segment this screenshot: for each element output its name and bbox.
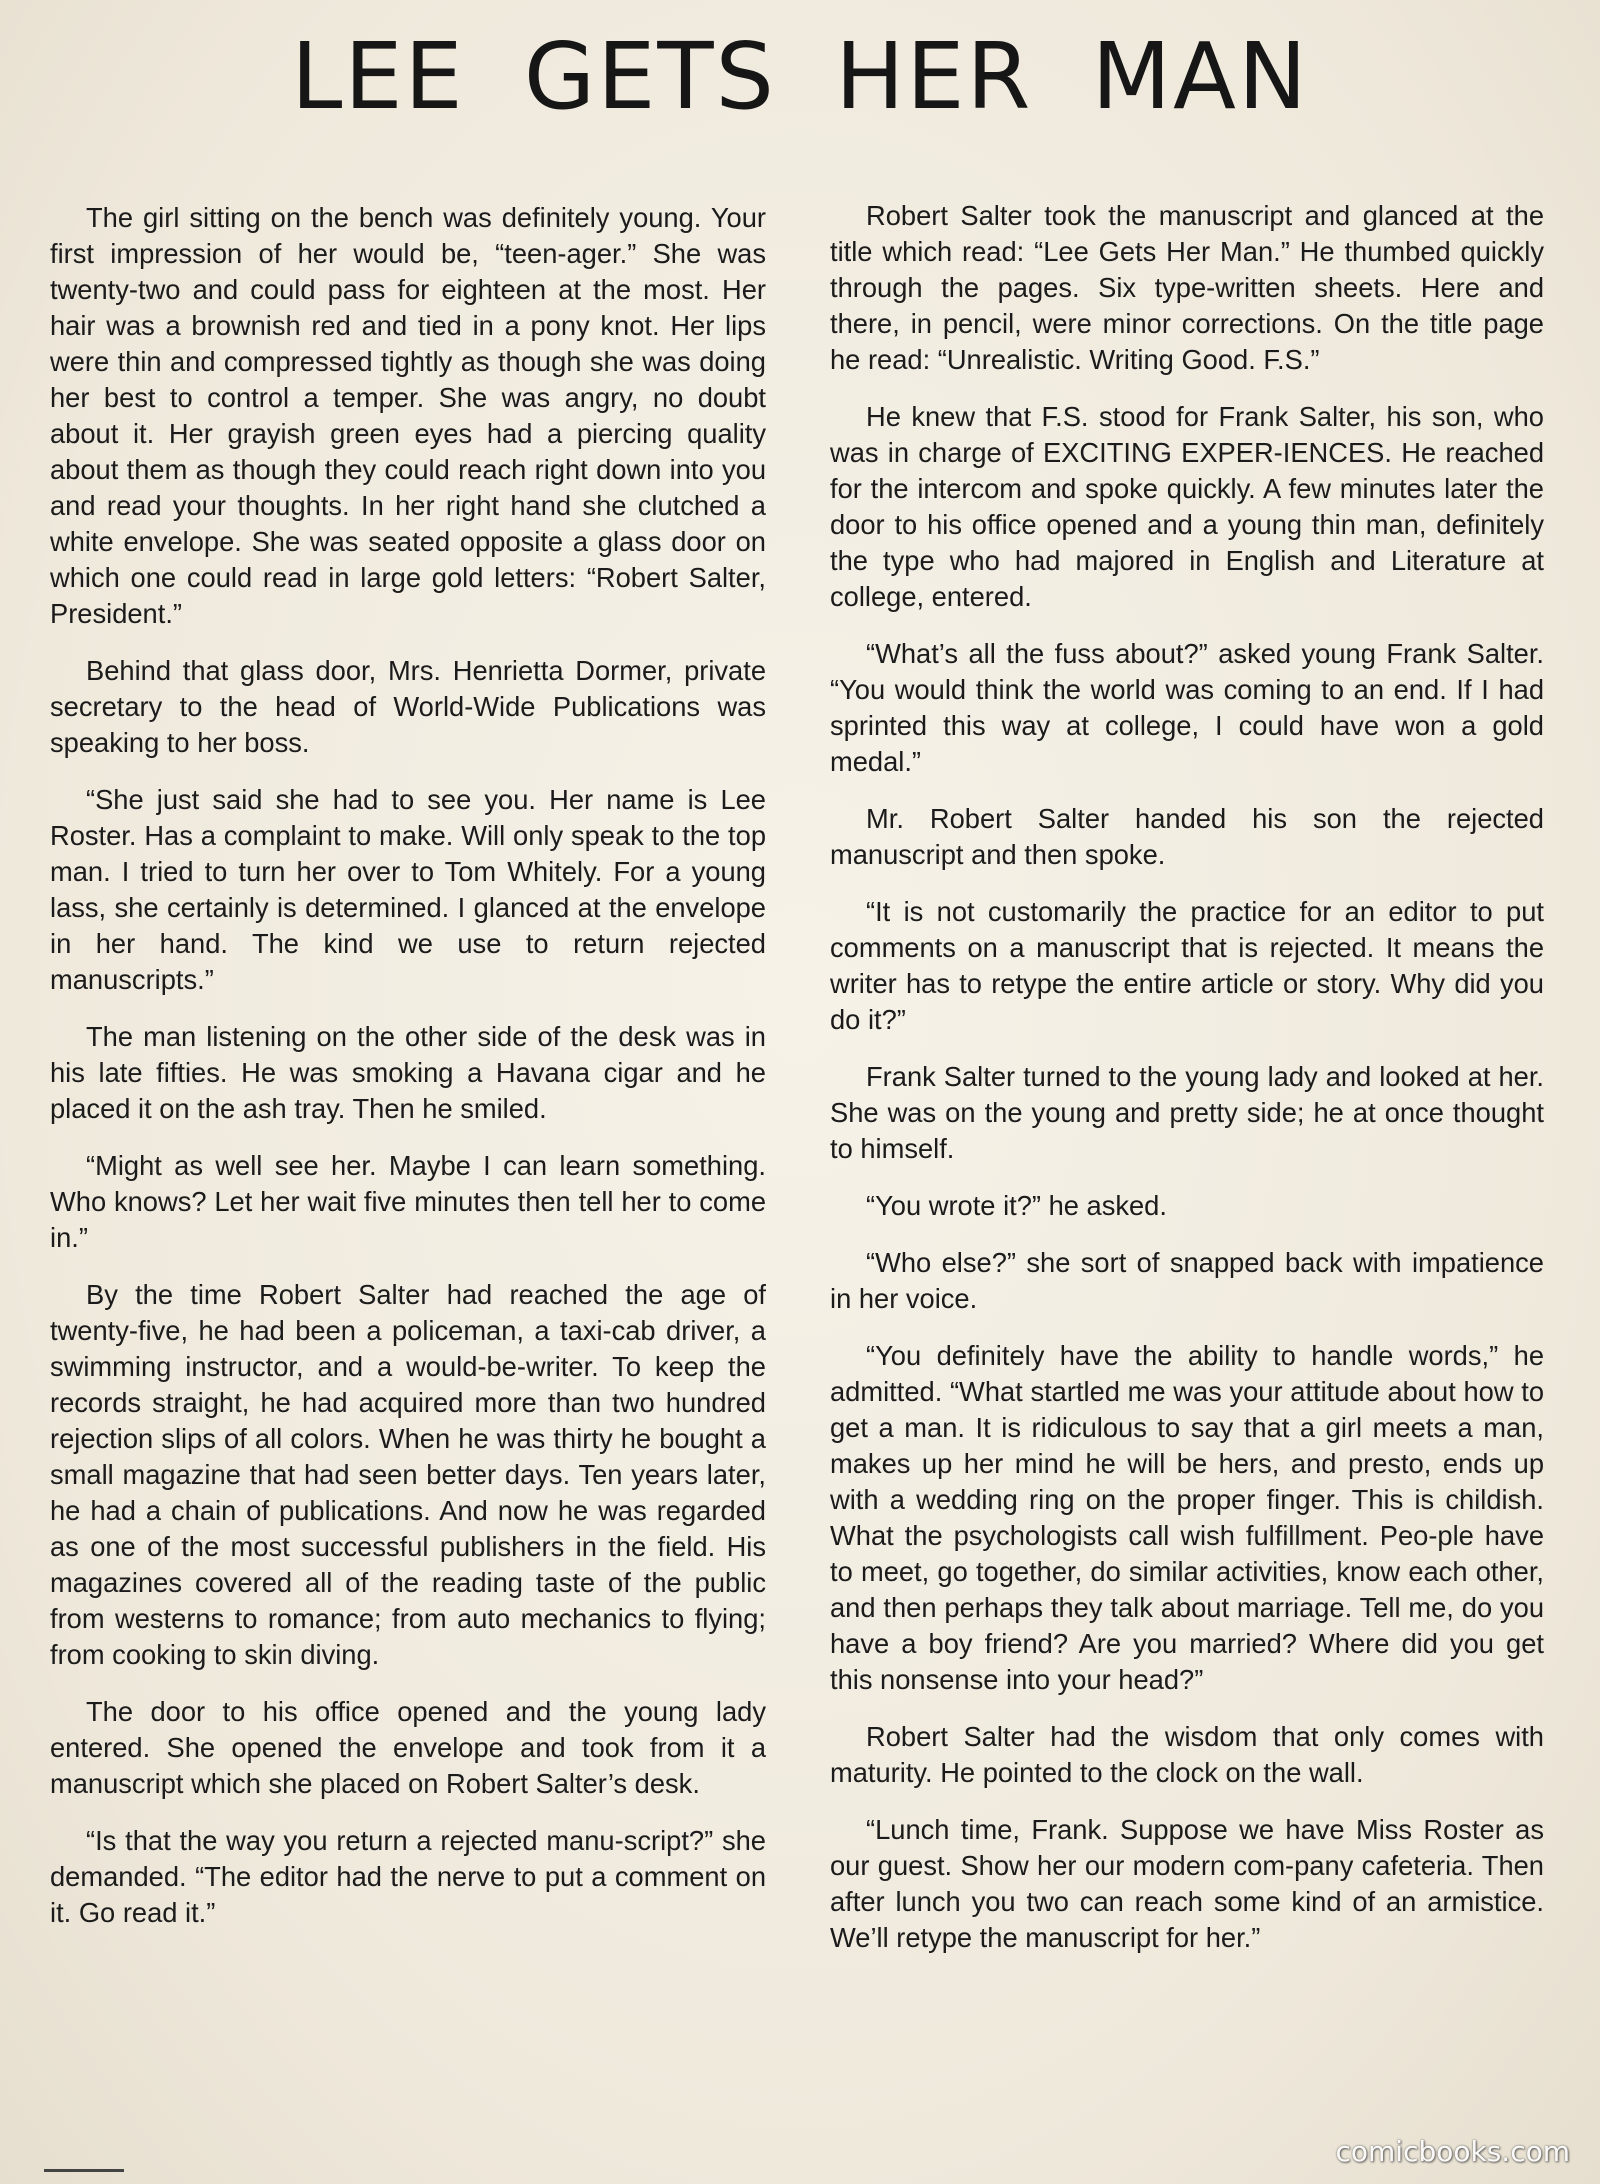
paragraph: The girl sitting on the bench was definitely young. Your first impression of her would be, “teen-ager.” She was twenty-two and could pass for eighteen at the most. Her hair was a brownish red and tied in a pony knot. Her lips were thin and compressed tightly as though she was doing her best to control a temper. She was angry, no doubt about it. Her grayish green eyes had a piercing quality about them as though they could reach right down into you and read your thoughts. In her right hand she clutched a white envelope. She was seated opposite a glass door on which one could read in large gold letters: “Robert Salter, President.” — [50, 202, 766, 629]
paragraph: Robert Salter had the wisdom that only comes with maturity. He pointed to the clock on the wall. — [830, 1721, 1544, 1788]
left-column — [50, 200, 766, 1952]
paragraph: The man listening on the other side of the desk was in his late fifties. He was smoking a Havana cigar and he placed it on the ash tray. Then he smiled. — [50, 1021, 766, 1124]
paragraph: “What’s all the fuss about?” asked young Frank Salter. “You would think the world was coming to an end. If I had sprinted this way at college, I could have won a gold medal.” — [830, 638, 1544, 777]
paragraph: He knew that F.S. stood for Frank Salter, his son, who was in charge of EXCITING EXPER-IENCES. He reached for the intercom and spoke quickly. A few minutes later the door to his office opened and a young thin man, definitely the type who had majored in English and Literature at college, entered. — [830, 401, 1544, 612]
right-column — [830, 198, 1544, 1977]
footer-rule — [44, 2169, 124, 2172]
paragraph: “It is not customarily the practice for an editor to put comments on a manuscript that is rejected. It means the writer has to retype the entire article or story. Why did you do it?” — [830, 896, 1544, 1035]
paragraph: “You wrote it?” he asked. — [866, 1190, 1167, 1221]
paragraph: “Might as well see her. Maybe I can learn something. Who knows? Let her wait five minutes then tell her to come in.” — [50, 1150, 766, 1253]
paragraph: “You definitely have the ability to handle words,” he admitted. “What startled me was your attitude about how to get a man. It is ridiculous to say that a girl meets a man, makes up her mind he will be hers, and presto, ends up with a wedding ring on the proper finger. This is childish. What the psychologists call wish fulfillment. Peo-ple have to meet, go together, do similar activities, know each other, and then perhaps they talk about marriage. Tell me, do you have a boy friend? Are you married? Where did you get this nonsense into your head?” — [830, 1340, 1544, 1695]
paragraph: By the time Robert Salter had reached the age of twenty-five, he had been a policeman, a taxi-cab driver, a swimming instructor, and a would-be-writer. To keep the records straight, he had acquired more than two hundred rejection slips of all colors. When he was thirty he bought a small magazine that had seen better days. Ten years later, he had a chain of publications. And now he was regarded as one of the most successful publishers in the field. His magazines covered all of the reading taste of the public from westerns to romance; from auto mechanics to flying; from cooking to skin diving. — [50, 1279, 766, 1670]
paragraph: Mr. Robert Salter handed his son the rejected manuscript and then spoke. — [830, 803, 1544, 870]
watermark: comicbooks.com — [1335, 2135, 1570, 2168]
paragraph: “Who else?” she sort of snapped back with impatience in her voice. — [830, 1247, 1544, 1314]
paragraph: “She just said she had to see you. Her name is Lee Roster. Has a complaint to make. Will only speak to the top man. I tried to turn her over to Tom Whitely. For a young lass, she certainly is determined. I glanced at the envelope in her hand. The kind we use to return rejected manuscripts.” — [50, 784, 766, 995]
paragraph: The door to his office opened and the young lady entered. She opened the envelope and took from it a manuscript which she placed on Robert Salter’s desk. — [50, 1696, 766, 1799]
paragraph: Frank Salter turned to the young lady and looked at her. She was on the young and pretty side; he at once thought to himself. — [830, 1061, 1544, 1164]
paragraph: “Is that the way you return a rejected manu-script?” she demanded. “The editor had the nerve to put a comment on it. Go read it.” — [50, 1825, 766, 1928]
story-title: LEE GETS HER MAN — [291, 23, 1309, 130]
paragraph: “Lunch time, Frank. Suppose we have Miss Roster as our guest. Show her our modern com-pany cafeteria. Then after lunch you two can reach some kind of an armistice. We’ll retype the manuscript for her.” — [830, 1814, 1544, 1953]
paragraph: Behind that glass door, Mrs. Henrietta Dormer, private secretary to the head of World-Wide Publications was speaking to her boss. — [50, 655, 766, 758]
paragraph: Robert Salter took the manuscript and glanced at the title which read: “Lee Gets Her Man.” He thumbed quickly through the pages. Six type-written sheets. Here and there, in pencil, were minor corrections. On the title page he read: “Unrealistic. Writing Good. F.S.” — [830, 200, 1544, 375]
